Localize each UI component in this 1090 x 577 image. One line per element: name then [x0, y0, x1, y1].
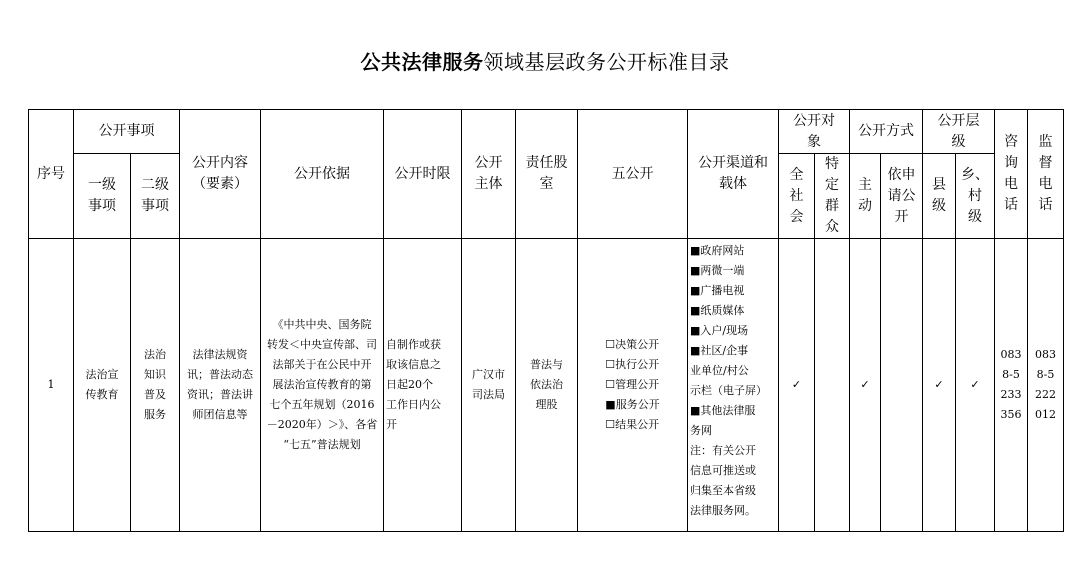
cell-method-apply	[881, 239, 923, 532]
header-seq: 序号	[29, 110, 74, 239]
header-target-specific: 特 定 群 众	[815, 154, 850, 239]
header-target-all: 全 社 会	[779, 154, 815, 239]
cell-channel: ■政府网站 ■两微一端 ■广播电视 ■纸质媒体 ■入户/现场 ■社区/企事 业单位/村公 示栏（电子屏） ■其他法律服 务网 注：有关公开 信息可推送或 归集至本省级 法律服务网。	[688, 239, 779, 532]
header-method: 公开方式	[850, 110, 923, 154]
header-dept: 责任股 室	[516, 110, 578, 239]
cell-target-all: ✓	[779, 239, 815, 532]
cell-dept: 普法与 依法治 理股	[516, 239, 578, 532]
header-level-county: 县 级	[923, 154, 956, 239]
five-item: ☐执行公开	[605, 358, 660, 371]
header-consult: 咨 询 电 话	[995, 110, 1028, 239]
header-channel: 公开渠道和 载体	[688, 110, 779, 239]
five-item: ☐决策公开	[605, 338, 660, 351]
header-level2: 二级 事项	[131, 154, 180, 239]
cell-five	[578, 239, 688, 532]
header-basis: 公开依据	[261, 110, 384, 239]
header-method-active: 主 动	[850, 154, 881, 239]
cell-subject: 广汉市 司法局	[462, 239, 516, 532]
cell-target-specific	[815, 239, 850, 532]
header-content: 公开内容 （要素）	[180, 110, 261, 239]
header-target: 公开对 象	[779, 110, 850, 154]
cell-level2: 法治 知识 普及 服务	[131, 239, 180, 532]
header-time-limit: 公开时限	[384, 110, 462, 239]
header-level: 公开层 级	[923, 110, 995, 154]
header-subject: 公开 主体	[462, 110, 516, 239]
header-level-town: 乡、 村 级	[956, 154, 995, 239]
cell-basis: 《中共中央、国务院 转发＜中央宣传部、司 法部关于在公民中开 展法治宣传教育的第 七个五年规划（2016 －2020年）＞》、各省 “七五”普法规划	[261, 239, 384, 532]
five-item: ☐管理公开	[605, 378, 660, 391]
header-supervise: 监 督 电 话	[1028, 110, 1064, 239]
cell-consult-phone: 083 8-5 233 356	[995, 239, 1028, 532]
cell-supervise-phone: 083 8-5 222 012	[1028, 239, 1064, 532]
catalog-table	[28, 109, 1064, 532]
page-title	[0, 46, 1090, 75]
title-rest: 领域基层政务公开标准目录	[483, 50, 730, 74]
cell-content: 法律法规资 讯；普法动态 资讯；普法讲 师团信息等	[180, 239, 261, 532]
header-matter: 公开事项	[74, 110, 180, 154]
five-item: ☐结果公开	[605, 418, 660, 431]
cell-method-active: ✓	[850, 239, 881, 532]
cell-level1: 法治宣 传教育	[74, 239, 131, 532]
cell-seq: 1	[29, 239, 74, 532]
header-five: 五公开	[578, 110, 688, 239]
table-row	[29, 239, 1064, 532]
cell-time-limit: 自制作或获 取该信息之 日起20个 工作日内公 开	[384, 239, 462, 532]
cell-level-town: ✓	[956, 239, 995, 532]
header-method-apply: 依申 请公 开	[881, 154, 923, 239]
title-bold: 公共法律服务	[360, 50, 484, 74]
cell-level-county: ✓	[923, 239, 956, 532]
five-item: ■服务公开	[605, 398, 660, 411]
header-level1: 一级 事项	[74, 154, 131, 239]
